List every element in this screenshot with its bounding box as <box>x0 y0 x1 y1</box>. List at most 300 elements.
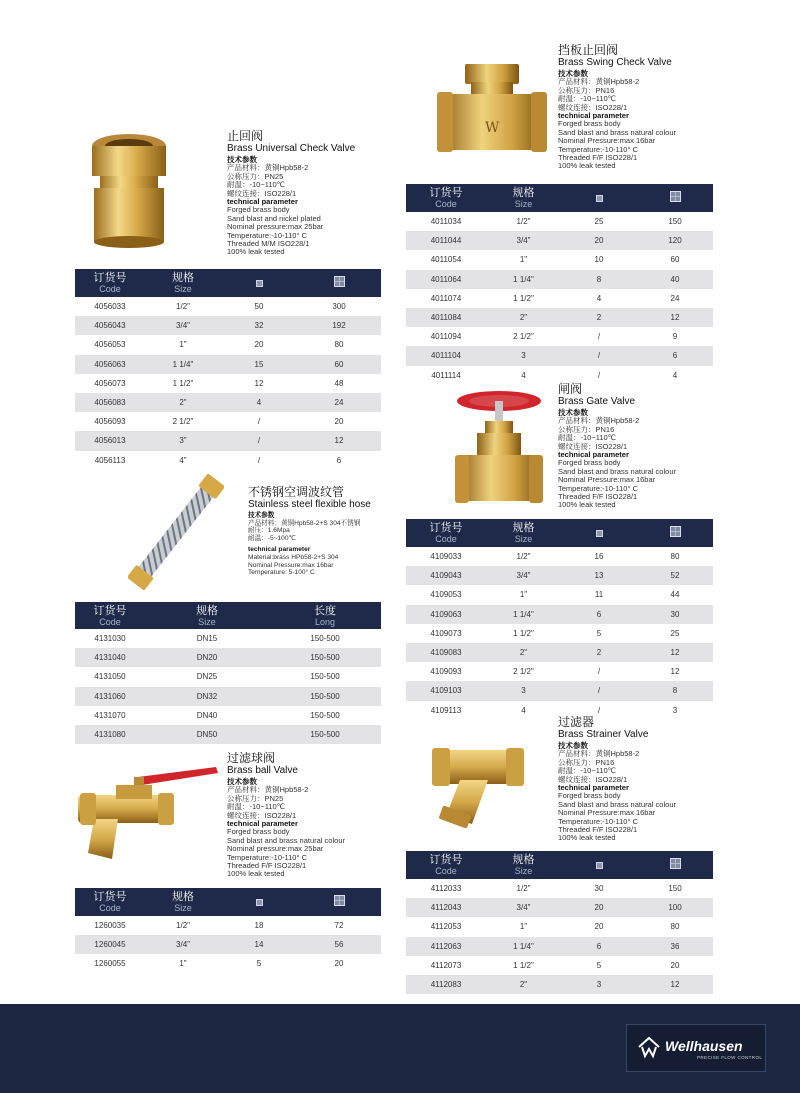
spec-line: 产品材料：黄铜Hpb58-2 <box>558 77 640 87</box>
table-cell: 4112033 <box>430 884 462 894</box>
gate-valve-title-cn: 闸阀 <box>558 382 583 396</box>
spec-line: 公称压力：PN16 <box>558 85 615 95</box>
spec-line: Threaded M/M ISO228/1 <box>227 239 310 249</box>
table-row <box>75 954 381 973</box>
table-cell: / <box>597 705 601 715</box>
table-cell: 11 <box>594 590 604 600</box>
table-cell: 40 <box>637 270 713 289</box>
strainer-spec <box>558 716 758 843</box>
spec-line: Material:brass HPb58-2+S 304 <box>248 553 339 561</box>
table-cell: 2 <box>561 643 637 662</box>
spec-line: 螺纹连接：ISO228/1 <box>558 774 628 784</box>
table-cell: 4056013 <box>75 431 145 450</box>
inner-box-icon <box>596 530 603 537</box>
spec-line: 公称压力：PN16 <box>558 424 615 434</box>
table-cell: 12 <box>670 667 680 677</box>
table-cell: 1 1/2" <box>513 960 534 970</box>
spec-line: Temperature:-10-110° C <box>558 816 638 826</box>
table-cell: DN15 <box>196 634 218 644</box>
table-row <box>406 605 713 624</box>
spec-line: 技术参数 <box>227 155 257 164</box>
table-row <box>75 916 381 935</box>
table-row <box>406 250 713 269</box>
table-row <box>75 667 381 686</box>
ball-valve-spec <box>227 752 397 879</box>
swing-check-title-en: Brass Swing Check Valve <box>558 57 672 68</box>
check-valve-table <box>75 269 381 470</box>
table-cell: 4112073 <box>430 960 462 970</box>
table-cell: 1" <box>519 590 528 600</box>
table-row <box>75 706 381 725</box>
table-cell: 3 <box>672 705 678 715</box>
spec-line: Nominal Pressure:max 16bar <box>558 475 656 485</box>
table-cell: / <box>561 681 637 700</box>
inner-box-icon <box>596 862 603 869</box>
col-inner-box <box>221 888 297 916</box>
table-cell: DN40 <box>196 710 218 720</box>
table-cell: 20 <box>561 231 637 250</box>
col-carton <box>637 184 713 212</box>
table-cell: 4131040 <box>75 648 145 667</box>
table-cell: 3/4" <box>486 231 561 250</box>
table-row <box>406 624 713 643</box>
col-carton <box>637 851 713 879</box>
ball-valve-title-cn: 过滤球阀 <box>227 751 276 765</box>
table-cell: 2 <box>561 308 637 327</box>
table-cell: 2" <box>486 308 561 327</box>
spec-line: 产品材料：黄铜Hpb58-2 <box>227 785 309 795</box>
strainer-title-cn: 过滤器 <box>558 715 595 729</box>
table-cell: 48 <box>334 378 344 388</box>
spec-line: Temperature:-10-110° C <box>558 144 638 154</box>
hose-title-cn: 不锈钢空调波纹管 <box>248 485 345 499</box>
table-cell: 4056043 <box>75 316 145 335</box>
table-cell: 1" <box>179 959 187 969</box>
table-cell: 6 <box>561 605 637 624</box>
table-row <box>75 297 381 316</box>
carton-icon <box>334 895 345 906</box>
table-cell: 300 <box>332 302 346 312</box>
table-cell: 4131080 <box>75 725 145 744</box>
spec-line: 耐温：-10~110℃ <box>558 94 617 104</box>
table-row <box>406 937 713 956</box>
table-cell: 20 <box>334 417 344 427</box>
col-size: 规格 Size <box>145 888 221 916</box>
spec-line: technical parameter <box>227 819 298 829</box>
swing-check-table <box>406 184 713 385</box>
table-cell: 2 1/2" <box>513 667 534 677</box>
brand-logo-icon <box>637 1035 661 1059</box>
table-cell: 3/4" <box>486 898 561 917</box>
spec-line: Forged brass body <box>227 827 290 837</box>
spec-line: Forged brass body <box>558 458 621 468</box>
table-cell: 192 <box>297 316 381 335</box>
table-cell: 4011094 <box>430 332 462 342</box>
table-cell: 20 <box>670 960 680 970</box>
spec-line: 耐温：-10~110℃ <box>227 180 286 190</box>
table-cell: 4056083 <box>75 393 145 412</box>
table-cell: 4 <box>596 293 602 303</box>
spec-line: 产品材料：黄铜Hpb58-2 <box>558 416 640 426</box>
table-cell: / <box>597 667 601 677</box>
table-cell: 8 <box>637 681 713 700</box>
table-cell: 1/2" <box>516 217 531 227</box>
table-cell: 2 1/2" <box>513 332 534 342</box>
swing-check-title-cn: 挡板止回阀 <box>558 43 619 57</box>
table-cell: 12 <box>254 378 264 388</box>
brand-name: Wellhausen <box>665 1038 743 1054</box>
table-cell: 3 <box>561 975 637 994</box>
table-cell: 80 <box>670 552 680 562</box>
table-cell: 4011084 <box>406 308 486 327</box>
spec-line: 技术参数 <box>248 512 275 519</box>
table-cell: 4011064 <box>406 270 486 289</box>
table-cell: 100 <box>637 898 713 917</box>
spec-line: Forged brass body <box>227 205 290 215</box>
gate-valve-title-en: Brass Gate Valve <box>558 396 636 407</box>
table-cell: 12 <box>637 643 713 662</box>
table-row <box>406 917 713 936</box>
table-cell: 20 <box>594 922 604 932</box>
col-code: 订货号 Code <box>75 269 145 297</box>
table-cell: 13 <box>561 566 637 585</box>
table-cell: 25 <box>594 217 604 227</box>
table-row <box>75 629 381 648</box>
spec-line: technical parameter <box>558 450 629 460</box>
spec-line: Sand blast and brass natural colour <box>558 466 676 476</box>
spec-line: 公称压力：PN25 <box>227 793 284 803</box>
table-cell: 24 <box>670 293 680 303</box>
table-cell: 1 1/2" <box>513 628 534 638</box>
table-cell: 150 <box>668 884 682 894</box>
table-cell: 2" <box>486 975 561 994</box>
table-cell: 24 <box>297 393 381 412</box>
spec-line: Nominal Pressure:max 16bar <box>558 808 656 818</box>
spec-line: Sand blast and brass natural colour <box>558 127 676 137</box>
table-cell: 4011034 <box>430 217 462 227</box>
table-row <box>406 308 713 327</box>
spec-line: Nominal Pressure:max 16bar <box>558 136 656 146</box>
spec-line: Sand blast and brass natural colour <box>558 799 676 809</box>
col-long: 长度 Long <box>269 602 381 629</box>
table-cell: 4109103 <box>406 681 486 700</box>
gate-valve-image <box>455 385 543 509</box>
table-cell: 4109053 <box>430 590 462 600</box>
table-cell: 3" <box>145 431 221 450</box>
col-size: 规格 Size <box>486 519 561 547</box>
table-cell: 4011114 <box>431 370 461 380</box>
table-cell: 4112063 <box>406 937 486 956</box>
col-size: 规格 Size <box>486 851 561 879</box>
table-cell: 4131070 <box>94 710 126 720</box>
spec-line: Temperature:-10-110° C <box>227 230 307 240</box>
carton-icon <box>670 191 681 202</box>
check-valve-spec <box>227 130 387 257</box>
inner-box-icon <box>596 195 603 202</box>
col-code: 订货号 Code <box>406 184 486 212</box>
col-carton <box>297 269 381 297</box>
table-row <box>406 566 713 585</box>
table-cell: 10 <box>594 255 604 265</box>
spec-line: Temperature:-10-110° C <box>227 852 307 862</box>
strainer-title-en: Brass Strainer Valve <box>558 729 649 740</box>
table-cell: 1/2" <box>516 884 531 894</box>
table-cell: 4109113 <box>430 705 462 715</box>
table-cell: 50 <box>254 302 264 312</box>
spec-line: 螺纹连接：ISO228/1 <box>558 441 628 451</box>
table-cell: 44 <box>670 590 680 600</box>
inner-box-icon <box>256 899 263 906</box>
col-inner-box <box>561 851 637 879</box>
spec-line: Forged brass body <box>558 791 621 801</box>
spec-line: 技术参数 <box>558 408 588 417</box>
table-cell: 6 <box>336 455 342 465</box>
ball-valve-title-en: Brass ball Valve <box>227 765 298 776</box>
spec-line: Threaded F/F ISO228/1 <box>558 153 638 163</box>
table-cell: 150-500 <box>310 710 340 720</box>
table-cell: 72 <box>334 921 344 931</box>
col-inner-box <box>561 184 637 212</box>
table-cell: DN32 <box>145 687 269 706</box>
table-cell: 8 <box>561 270 637 289</box>
table-cell: 150-500 <box>310 634 340 644</box>
table-cell: 30 <box>594 884 604 894</box>
table-cell: 9 <box>672 332 678 342</box>
table-cell: 4011074 <box>430 293 462 303</box>
spec-line: Sand blast and nickel plated <box>227 213 321 223</box>
table-cell: 3/4" <box>486 566 561 585</box>
table-row <box>406 231 713 250</box>
strainer-table <box>406 851 713 994</box>
table-cell: 4109043 <box>406 566 486 585</box>
spec-line: 技术参数 <box>227 777 257 786</box>
table-row <box>406 585 713 604</box>
table-row <box>75 335 381 354</box>
table-cell: / <box>257 417 261 427</box>
table-row <box>406 289 713 308</box>
table-cell: 5 <box>596 628 602 638</box>
table-row <box>406 270 713 289</box>
spec-line: Forged brass body <box>558 119 621 129</box>
table-row <box>406 681 713 700</box>
table-cell: 4011104 <box>406 346 486 365</box>
inner-box-icon <box>256 280 263 287</box>
carton-icon <box>334 276 345 287</box>
table-cell: 4056113 <box>94 455 126 465</box>
table-row <box>75 355 381 374</box>
table-cell: 1 1/4" <box>486 605 561 624</box>
table-cell: 80 <box>670 922 680 932</box>
table-cell: 30 <box>637 605 713 624</box>
col-code: 订货号 Code <box>406 519 486 547</box>
spec-line: 螺纹连接：ISO228/1 <box>558 102 628 112</box>
table-cell: 3 <box>486 346 561 365</box>
table-cell: 16 <box>594 552 604 562</box>
spec-line: 产品材料：黄铜Hpb58-2+S 304不锈钢 <box>248 519 361 527</box>
spec-line: 公称压力：PN16 <box>558 757 615 767</box>
table-cell: 150 <box>668 217 682 227</box>
table-cell: 1" <box>179 340 187 350</box>
table-cell: 12 <box>297 431 381 450</box>
table-cell: 2" <box>486 643 561 662</box>
table-cell: 32 <box>221 316 297 335</box>
table-row <box>75 648 381 667</box>
col-carton <box>297 888 381 916</box>
table-cell: 3/4" <box>145 316 221 335</box>
spec-line: 公称压力：PN25 <box>227 171 284 181</box>
spec-line: Nominal Pressure:max 16bar <box>248 561 334 569</box>
table-cell: 4 <box>521 370 526 380</box>
table-cell: 1 1/2" <box>172 378 194 388</box>
table-cell: DN20 <box>145 648 269 667</box>
table-cell: 4056073 <box>94 378 126 388</box>
table-cell: 5 <box>596 960 602 970</box>
table-cell: 20 <box>561 898 637 917</box>
table-cell: 4" <box>179 455 187 465</box>
table-cell: 1 1/4" <box>486 937 561 956</box>
table-cell: / <box>597 332 601 342</box>
table-cell: 4109083 <box>406 643 486 662</box>
col-size: 规格 Size <box>145 602 269 629</box>
spec-line: 100% leak tested <box>227 869 285 879</box>
table-cell: DN25 <box>196 672 218 682</box>
table-cell: 1260055 <box>94 959 126 969</box>
table-cell: 4112083 <box>406 975 486 994</box>
spec-line: 螺纹连接：ISO228/1 <box>227 188 297 198</box>
swing-check-spec <box>558 44 758 171</box>
spec-line: Temperature: 5-100° C <box>248 569 315 577</box>
table-row <box>75 412 381 431</box>
spec-line: Threaded F/F ISO228/1 <box>558 825 638 835</box>
hose-title-en: Stainless steel flexible hose <box>248 499 371 510</box>
col-size: 规格 Size <box>145 269 221 297</box>
table-row <box>406 212 713 231</box>
table-cell: 18 <box>254 921 264 931</box>
table-cell: / <box>221 431 297 450</box>
table-cell: 60 <box>670 255 680 265</box>
table-cell: 15 <box>221 355 297 374</box>
table-cell: 4 <box>521 705 526 715</box>
table-cell: 80 <box>334 340 344 350</box>
swing-check-valve-image <box>437 62 547 154</box>
table-cell: 4131060 <box>75 687 145 706</box>
spec-line: technical parameter <box>558 783 629 793</box>
table-row <box>406 643 713 662</box>
table-cell: 12 <box>637 975 713 994</box>
table-cell: 60 <box>297 355 381 374</box>
table-row <box>75 431 381 450</box>
spec-line: 技术参数 <box>558 69 588 78</box>
brass-check-valve-image <box>88 132 170 250</box>
table-row <box>75 725 381 744</box>
spec-line: 螺纹连接：ISO228/1 <box>227 810 297 820</box>
table-cell: 4011054 <box>430 255 462 265</box>
table-cell: 20 <box>334 959 344 969</box>
table-cell: 1 1/4" <box>145 355 221 374</box>
table-row <box>406 662 713 681</box>
table-cell: 150-500 <box>269 725 381 744</box>
spec-line: technical parameter <box>558 111 629 121</box>
table-row <box>75 687 381 706</box>
check-valve-title-en: Brass Universal Check Valve <box>227 143 356 154</box>
carton-icon <box>670 858 681 869</box>
col-size: 规格 Size <box>486 184 561 212</box>
table-cell: 52 <box>637 566 713 585</box>
table-cell: 150-500 <box>310 672 340 682</box>
table-cell: 14 <box>221 935 297 954</box>
table-row <box>75 316 381 335</box>
table-row <box>406 975 713 994</box>
spec-line: 产品材料：黄铜Hpb58-2 <box>558 749 640 759</box>
table-cell: / <box>597 370 601 380</box>
brand-tagline: PRECISE FLOW CONTROL <box>697 1055 763 1060</box>
table-cell: / <box>257 455 261 465</box>
svg-text:W: W <box>485 120 500 136</box>
table-cell: 4056053 <box>94 340 126 350</box>
table-cell: 25 <box>670 628 680 638</box>
spec-line: 100% leak tested <box>227 247 285 257</box>
ball-valve-table <box>75 888 381 974</box>
table-row <box>406 327 713 346</box>
table-cell: 1" <box>519 922 528 932</box>
table-cell: 1/2" <box>516 552 531 562</box>
spec-line: 产品材料：黄铜Hpb58-2 <box>227 163 309 173</box>
spec-line: 100% leak tested <box>558 500 616 510</box>
spec-line: Nominal pressure:max 25bar <box>227 844 324 854</box>
table-cell: 4 <box>221 393 297 412</box>
table-cell: 4109033 <box>430 552 462 562</box>
table-cell: 1260045 <box>75 935 145 954</box>
col-code: 订货号 Code <box>406 851 486 879</box>
table-cell: 4011044 <box>406 231 486 250</box>
table-cell: 6 <box>637 346 713 365</box>
table-cell: 2" <box>145 393 221 412</box>
gate-valve-spec <box>558 383 758 510</box>
hose-spec <box>248 486 398 577</box>
spec-line: 100% leak tested <box>558 161 616 171</box>
spec-line: technical parameter <box>248 546 311 554</box>
spec-line: 耐温：-10~110℃ <box>558 433 617 443</box>
ball-valve-image <box>78 763 222 863</box>
check-valve-title-cn: 止回阀 <box>227 129 264 143</box>
table-cell: 12 <box>637 308 713 327</box>
carton-icon <box>670 526 681 537</box>
spec-line: Threaded F/F ISO228/1 <box>227 861 307 871</box>
table-cell: 4112053 <box>430 922 462 932</box>
table-cell: 120 <box>637 231 713 250</box>
spec-line: 100% leak tested <box>558 833 616 843</box>
table-cell: 4056063 <box>75 355 145 374</box>
table-row <box>75 451 381 470</box>
col-code: 订货号 Code <box>75 888 145 916</box>
table-cell: 4 <box>672 370 678 380</box>
table-cell: 1/2" <box>176 921 190 931</box>
table-cell: 4109093 <box>430 667 462 677</box>
table-cell: 4109063 <box>406 605 486 624</box>
table-cell: 1 1/2" <box>513 293 534 303</box>
table-cell: 1260035 <box>94 921 126 931</box>
spec-line: 耐温：-10~110℃ <box>227 802 286 812</box>
table-cell: 4112043 <box>406 898 486 917</box>
table-cell: / <box>561 346 637 365</box>
table-cell: 1" <box>519 255 528 265</box>
table-cell: DN50 <box>145 725 269 744</box>
table-cell: 5 <box>256 959 262 969</box>
strainer-valve-image <box>432 744 524 828</box>
table-cell: 2 1/2" <box>172 417 194 427</box>
table-row <box>406 547 713 566</box>
table-cell: 3/4" <box>145 935 221 954</box>
